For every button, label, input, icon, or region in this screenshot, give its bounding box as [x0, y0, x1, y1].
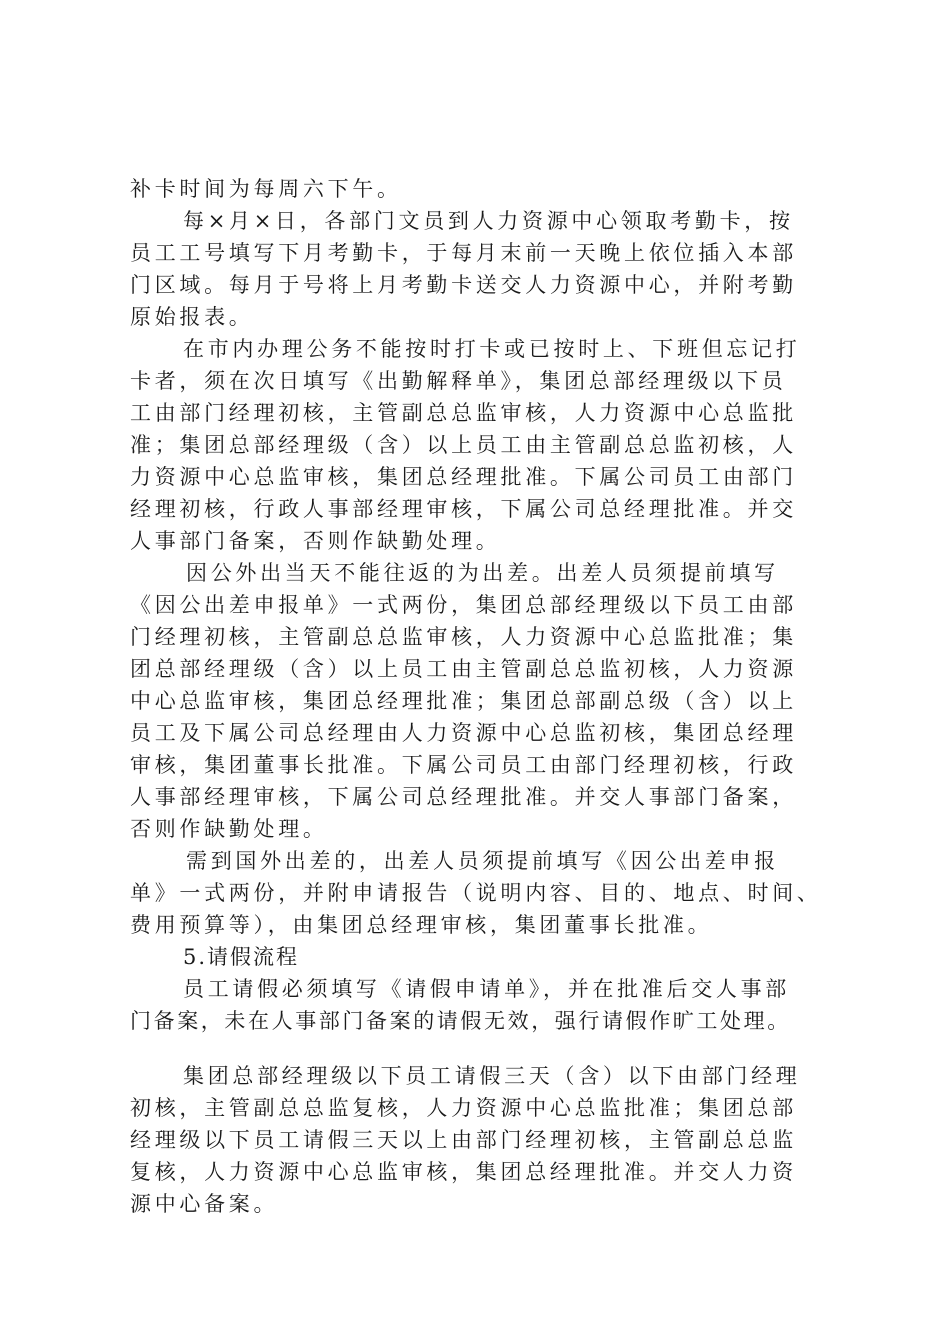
text-line: 因公外出当天不能往返的为出差。出差人员须提前填写 [186, 561, 779, 585]
text-line: 需到国外出差的，出差人员须提前填写《因公出差申报 [186, 849, 779, 873]
text-line: 费用预算等），由集团总经理审核，集团董事长批准。 [130, 913, 713, 937]
text-line: 员工及下属公司总经理由人力资源中心总监初核，集团总经理 [130, 721, 797, 745]
text-line: 源中心备案。 [130, 1192, 279, 1216]
text-line: 工由部门经理初核，主管副总总监审核，人力资源中心总监批 [130, 401, 797, 425]
text-line: 员工工号填写下月考勤卡，于每月末前一天晚上依位插入本部 [130, 241, 797, 265]
text-line: 复核，人力资源中心总监审核，集团总经理批准。并交人力资 [130, 1160, 797, 1184]
text-line: 准；集团总部经理级（含）以上员工由主管副总总监初核，人 [130, 433, 797, 457]
text-line: 初核，主管副总总监复核，人力资源中心总监批准；集团总部 [130, 1096, 797, 1120]
text-line: 员工请假必须填写《请假申请单》，并在批准后交人事部 [183, 977, 790, 1001]
text-line: 在市内办理公务不能按时打卡或已按时上、下班但忘记打 [183, 337, 801, 361]
text-line: 每×月×日，各部门文员到人力资源中心领取考勤卡，按 [183, 209, 794, 233]
text-line: 审核，集团董事长批准。下属公司员工由部门经理初核，行政 [130, 753, 797, 777]
text-line: 门区域。每月于号将上月考勤卡送交人力资源中心，并附考勤 [130, 273, 797, 297]
text-line: 单》一式两份，并附申请报告（说明内容、目的、地点、时间、 [130, 881, 822, 905]
text-line: 门经理初核，主管副总总监审核，人力资源中心总监批准；集 [130, 625, 797, 649]
text-line: 人事部经理审核，下属公司总经理批准。并交人事部门备案， [130, 785, 797, 809]
text-line: 原始报表。 [130, 305, 254, 329]
text-line: 否则作缺勤处理。 [130, 817, 328, 841]
text-line: 经理初核，行政人事部经理审核，下属公司总经理批准。并交 [130, 497, 797, 521]
text-line: 门备案，未在人事部门备案的请假无效，强行请假作旷工处理。 [130, 1009, 791, 1033]
text-line: 卡者，须在次日填写《出勤解释单》，集团总部经理级以下员 [130, 369, 787, 393]
text-line: 经理级以下员工请假三天以上由部门经理初核，主管副总总监 [130, 1128, 797, 1152]
text-line: 中心总监审核，集团总经理批准；集团总部副总级（含）以上 [130, 689, 797, 713]
text-line: 《因公出差申报单》一式两份，集团总部经理级以下员工由部 [130, 593, 797, 617]
text-line: 补卡时间为每周六下午。 [130, 177, 402, 201]
text-line: 人事部门备案，否则作缺勤处理。 [130, 529, 501, 553]
text-line: 团总部经理级（含）以上员工由主管副总总监初核，人力资源 [130, 657, 797, 681]
text-line: 集团总部经理级以下员工请假三天（含）以下由部门经理 [183, 1064, 801, 1088]
text-line: 力资源中心总监审核，集团总经理批准。下属公司员工由部门 [130, 465, 797, 489]
section-heading: 5.请假流程 [183, 945, 300, 969]
